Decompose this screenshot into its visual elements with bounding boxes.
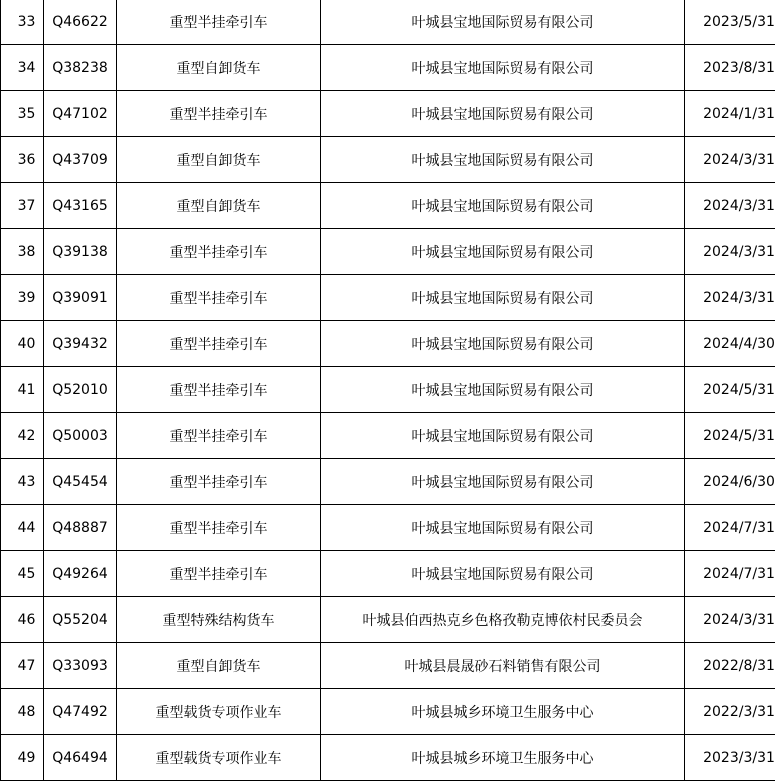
expiry-date-text: 2024/5/31 xyxy=(691,428,775,444)
expiry-date-cell xyxy=(685,183,775,229)
row-number-cell: 47 xyxy=(1,643,44,689)
vehicle-type-cell: 重型半挂牵引车 xyxy=(117,229,321,275)
vehicle-type-cell: 重型特殊结构货车 xyxy=(117,597,321,643)
owner-name-cell: 叶城县宝地国际贸易有限公司 xyxy=(321,45,685,91)
plate-number-cell: Q52010 xyxy=(44,367,117,413)
owner-name-cell: 叶城县伯西热克乡色格孜勒克博依村民委员会 xyxy=(321,597,685,643)
owner-name-cell: 叶城县宝地国际贸易有限公司 xyxy=(321,551,685,597)
expiry-date-cell xyxy=(685,0,775,45)
expiry-date-text: 2024/7/31 xyxy=(691,520,775,536)
expiry-date-text: 2023/8/31 xyxy=(691,60,775,76)
plate-number-cell: Q55204 xyxy=(44,597,117,643)
vehicle-type-cell: 重型自卸货车 xyxy=(117,643,321,689)
owner-name-cell: 叶城县宝地国际贸易有限公司 xyxy=(321,91,685,137)
vehicle-type-cell: 重型半挂牵引车 xyxy=(117,505,321,551)
table-row xyxy=(1,275,775,321)
vehicle-type-cell: 重型半挂牵引车 xyxy=(117,367,321,413)
table-row xyxy=(1,137,775,183)
vehicle-type-cell: 重型自卸货车 xyxy=(117,45,321,91)
row-number-cell: 46 xyxy=(1,597,44,643)
table-row xyxy=(1,689,775,735)
plate-number-cell: Q39091 xyxy=(44,275,117,321)
vehicle-type-cell: 重型自卸货车 xyxy=(117,137,321,183)
plate-number-cell: Q45454 xyxy=(44,459,117,505)
vehicle-type-cell: 重型半挂牵引车 xyxy=(117,413,321,459)
expiry-date-cell xyxy=(685,643,775,689)
table-row xyxy=(1,183,775,229)
vehicle-type-cell: 重型半挂牵引车 xyxy=(117,0,321,45)
owner-name-cell: 叶城县宝地国际贸易有限公司 xyxy=(321,0,685,45)
table-row xyxy=(1,505,775,551)
plate-number-cell: Q46494 xyxy=(44,735,117,781)
owner-name-cell: 叶城县城乡环境卫生服务中心 xyxy=(321,689,685,735)
expiry-date-cell xyxy=(685,597,775,643)
vehicle-type-cell: 重型载货专项作业车 xyxy=(117,735,321,781)
expiry-date-cell xyxy=(685,321,775,367)
expiry-date-text: 2024/6/30 xyxy=(691,474,775,490)
plate-number-cell: Q38238 xyxy=(44,45,117,91)
table-row xyxy=(1,551,775,597)
owner-name-cell: 叶城县宝地国际贸易有限公司 xyxy=(321,229,685,275)
row-number-cell: 49 xyxy=(1,735,44,781)
expiry-date-text: 2024/7/31 xyxy=(691,566,775,582)
expiry-date-cell xyxy=(685,459,775,505)
row-number-cell: 36 xyxy=(1,137,44,183)
table-row xyxy=(1,0,775,45)
table-row xyxy=(1,367,775,413)
expiry-date-cell xyxy=(685,91,775,137)
plate-number-cell: Q46622 xyxy=(44,0,117,45)
row-number-cell: 35 xyxy=(1,91,44,137)
plate-number-cell: Q39432 xyxy=(44,321,117,367)
row-number-cell: 42 xyxy=(1,413,44,459)
plate-number-cell: Q48887 xyxy=(44,505,117,551)
expiry-date-cell xyxy=(685,505,775,551)
expiry-date-text: 2024/4/30 xyxy=(691,336,775,352)
vehicle-table-body xyxy=(1,0,775,781)
row-number-cell: 41 xyxy=(1,367,44,413)
plate-number-cell: Q43709 xyxy=(44,137,117,183)
expiry-date-text: 2022/3/31 xyxy=(691,704,775,720)
plate-number-cell: Q39138 xyxy=(44,229,117,275)
expiry-date-cell xyxy=(685,45,775,91)
expiry-date-cell xyxy=(685,551,775,597)
expiry-date-cell xyxy=(685,367,775,413)
owner-name-cell: 叶城县宝地国际贸易有限公司 xyxy=(321,183,685,229)
row-number-cell: 45 xyxy=(1,551,44,597)
owner-name-cell: 叶城县城乡环境卫生服务中心 xyxy=(321,735,685,781)
owner-name-cell: 叶城县宝地国际贸易有限公司 xyxy=(321,321,685,367)
vehicle-type-cell: 重型半挂牵引车 xyxy=(117,321,321,367)
owner-name-cell: 叶城县宝地国际贸易有限公司 xyxy=(321,275,685,321)
plate-number-cell: Q33093 xyxy=(44,643,117,689)
table-row xyxy=(1,643,775,689)
expiry-date-cell xyxy=(685,689,775,735)
plate-number-cell: Q47492 xyxy=(44,689,117,735)
plate-number-cell: Q47102 xyxy=(44,91,117,137)
owner-name-cell: 叶城县宝地国际贸易有限公司 xyxy=(321,413,685,459)
vehicle-type-cell: 重型半挂牵引车 xyxy=(117,459,321,505)
row-number-cell: 43 xyxy=(1,459,44,505)
expiry-date-cell xyxy=(685,137,775,183)
table-row xyxy=(1,229,775,275)
expiry-date-text: 2024/3/31 xyxy=(691,244,775,260)
table-row xyxy=(1,321,775,367)
expiry-date-text: 2024/3/31 xyxy=(691,290,775,306)
expiry-date-text: 2024/3/31 xyxy=(691,198,775,214)
vehicle-type-cell: 重型半挂牵引车 xyxy=(117,551,321,597)
expiry-date-text: 2024/5/31 xyxy=(691,382,775,398)
table-row xyxy=(1,413,775,459)
table-row xyxy=(1,597,775,643)
vehicle-type-cell: 重型半挂牵引车 xyxy=(117,275,321,321)
expiry-date-cell xyxy=(685,735,775,781)
owner-name-cell: 叶城县宝地国际贸易有限公司 xyxy=(321,367,685,413)
owner-name-cell: 叶城县宝地国际贸易有限公司 xyxy=(321,137,685,183)
owner-name-cell: 叶城县宝地国际贸易有限公司 xyxy=(321,459,685,505)
table-row xyxy=(1,45,775,91)
expiry-date-text: 2024/3/31 xyxy=(691,152,775,168)
row-number-cell: 40 xyxy=(1,321,44,367)
expiry-date-text: 2024/3/31 xyxy=(691,612,775,628)
vehicle-type-cell: 重型载货专项作业车 xyxy=(117,689,321,735)
vehicle-type-cell: 重型半挂牵引车 xyxy=(117,91,321,137)
expiry-date-text: 2022/8/31 xyxy=(691,658,775,674)
plate-number-cell: Q49264 xyxy=(44,551,117,597)
row-number-cell: 38 xyxy=(1,229,44,275)
row-number-cell: 39 xyxy=(1,275,44,321)
expiry-date-cell xyxy=(685,229,775,275)
plate-number-cell: Q43165 xyxy=(44,183,117,229)
owner-name-cell: 叶城县晨晟砂石料销售有限公司 xyxy=(321,643,685,689)
expiry-date-text: 2023/5/31 xyxy=(691,14,775,30)
expiry-date-cell xyxy=(685,413,775,459)
table-row xyxy=(1,91,775,137)
row-number-cell: 33 xyxy=(1,0,44,45)
table-row xyxy=(1,459,775,505)
expiry-date-text: 2023/3/31 xyxy=(691,750,775,766)
row-number-cell: 44 xyxy=(1,505,44,551)
owner-name-cell: 叶城县宝地国际贸易有限公司 xyxy=(321,505,685,551)
row-number-cell: 34 xyxy=(1,45,44,91)
expiry-date-text: 2024/1/31 xyxy=(691,106,775,122)
vehicle-type-cell: 重型自卸货车 xyxy=(117,183,321,229)
plate-number-cell: Q50003 xyxy=(44,413,117,459)
row-number-cell: 37 xyxy=(1,183,44,229)
table-row xyxy=(1,735,775,781)
expiry-date-cell xyxy=(685,275,775,321)
row-number-cell: 48 xyxy=(1,689,44,735)
